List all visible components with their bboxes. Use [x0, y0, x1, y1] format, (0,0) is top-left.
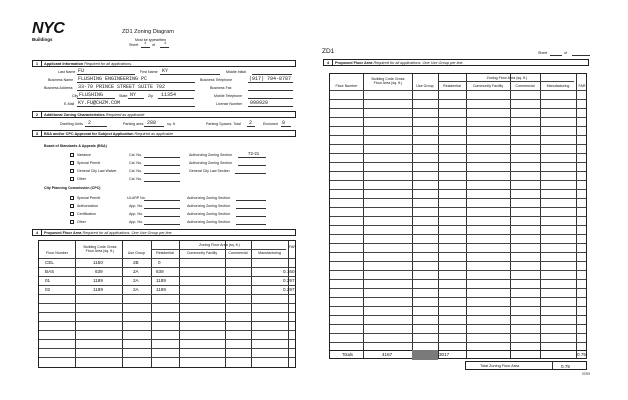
right-group-header: Zoning Floor Area (sq. ft.) — [486, 75, 528, 80]
right-col-manufacturing: Manufacturing — [546, 84, 570, 88]
parking-spaces-total-value[interactable]: 2 — [249, 120, 253, 126]
bsa-special-permit-checkbox[interactable] — [70, 161, 74, 165]
sheet-total: 1 — [164, 42, 167, 46]
totals-residential[interactable]: 3017 — [439, 352, 450, 357]
last-name-value[interactable]: FU — [78, 68, 85, 74]
business-name-value[interactable]: FLUSHING ENGINEERING PC — [78, 76, 148, 82]
right-col-commercial: Commercial — [515, 84, 535, 88]
bsa-variance-checkbox[interactable] — [70, 153, 74, 157]
cpc-certification-app-label: App. No. — [129, 212, 143, 216]
business-name-label: Business Name — [48, 78, 74, 82]
dwelling-units-label: Dwelling Units — [60, 122, 83, 126]
floor-area-table-right — [329, 73, 587, 359]
right-col-residential: Residential — [443, 84, 461, 88]
totals-gross[interactable]: 4167 — [382, 352, 393, 357]
left-col-use: Use Group — [127, 251, 146, 255]
first-name-value[interactable]: KY — [162, 68, 169, 74]
totals-far[interactable]: 0.75 — [577, 352, 586, 357]
section-4-title-right: Proposed Floor Area — [335, 61, 373, 65]
right-col-floor: Floor Number — [335, 84, 358, 88]
parking-area-label: Parking area — [123, 122, 144, 126]
totals-label: Totals — [342, 352, 353, 357]
business-address-value[interactable]: 33-70 PRINCE STREET SUITE 702 — [78, 84, 166, 90]
section-2-number: 2 — [33, 112, 42, 117]
cpc-certification-label: Certification — [77, 212, 96, 216]
cpc-other-auth-label: Authorizing Zoning Section — [187, 220, 230, 224]
cpc-heading: City Planning Commission (CPC) — [44, 186, 101, 190]
section-2-note: Required as applicable — [105, 113, 145, 117]
section-4-header-right — [323, 59, 589, 66]
cpc-special-permit-label: Special Permit — [77, 196, 101, 200]
cpc-other-checkbox[interactable] — [70, 220, 74, 224]
left-col-commercial: Commercial — [228, 251, 248, 255]
row2-far[interactable]: 0.160 — [283, 269, 295, 274]
business-telephone-label: Business Telephone — [200, 78, 233, 82]
section-4-header-left — [32, 229, 296, 236]
left-col-floor: Floor Number — [46, 251, 68, 255]
state-label: State — [119, 94, 128, 98]
zip-label: Zip — [148, 94, 153, 98]
cpc-authorization-checkbox[interactable] — [70, 204, 74, 208]
section-2-header — [32, 111, 296, 118]
row2-gross[interactable]: 639 — [95, 269, 103, 274]
bsa-gcl-section-label: General City Law Section — [189, 169, 230, 173]
section-4-note-right: Required for all applications. One Use Group per line. — [373, 61, 464, 65]
bsa-other-checkbox[interactable] — [70, 177, 74, 181]
row1-gross[interactable]: 1150 — [93, 260, 103, 265]
row2-residential[interactable]: 639 — [156, 269, 164, 274]
row3-residential[interactable]: 1189 — [156, 278, 166, 283]
business-fax-label: Business Fax — [210, 86, 232, 90]
left-col-manufacturing: Manufacturing — [258, 251, 281, 255]
section-2-title: Additional Zoning Characteristics — [44, 113, 105, 117]
section-4-title-left: Proposed Floor Area — [44, 231, 82, 235]
row4-floor[interactable]: 02 — [45, 287, 51, 292]
sheet-label: Sheet — [129, 43, 139, 47]
bsa-variance-auth-value[interactable]: 72-21 — [248, 151, 260, 156]
cpc-special-permit-checkbox[interactable] — [70, 196, 74, 200]
section-3-header — [32, 130, 296, 137]
cpc-other-label: Other — [77, 220, 86, 224]
left-col-community: Community Facility — [186, 251, 218, 255]
last-name-label: Last Name — [58, 70, 76, 74]
row3-gross[interactable]: 1189 — [93, 278, 103, 283]
left-col-residential: Residential — [156, 251, 174, 255]
business-address-label: Business Address — [44, 86, 73, 90]
license-number-label: License Number — [216, 102, 243, 106]
bsa-variance-label: Variance — [77, 153, 91, 157]
zip-value[interactable]: 11354 — [161, 92, 177, 98]
row4-use[interactable]: 2A — [133, 287, 139, 292]
right-col-far: FAR — [578, 84, 586, 88]
license-number-value[interactable]: 090920 — [250, 100, 269, 106]
first-name-label: First Name — [140, 70, 158, 74]
sheet-of-label: of — [152, 43, 155, 47]
email-label: E-Mail — [64, 102, 75, 106]
bsa-other-label: Other — [77, 177, 86, 181]
parking-area-unit: sq. ft. — [167, 122, 176, 126]
enclosed-label: Enclosed — [263, 122, 278, 126]
cpc-authorization-auth-label: Authorizing Zoning Section — [187, 204, 230, 208]
section-3-number: 3 — [33, 131, 42, 136]
right-col-gross: Building Code Gross Floor Area (sq. ft.) — [371, 77, 405, 85]
section-1-number: 1 — [33, 61, 42, 66]
floor-area-table-left — [38, 240, 296, 368]
must-be-typewritten: Must be typewritten — [135, 38, 167, 42]
bsa-gcl-waiver-checkbox[interactable] — [70, 169, 74, 173]
city-label: City — [72, 94, 79, 98]
cpc-authorization-app-label: App. No. — [129, 204, 143, 208]
business-telephone-value[interactable]: (917) 704-8787 — [249, 76, 292, 82]
cpc-ulurp-label: ULURP No. — [127, 196, 146, 200]
row2-floor[interactable]: BAS — [45, 269, 55, 274]
nyc-logo — [32, 22, 64, 42]
total-zfa-label: Total Zoning Floor Area — [480, 364, 520, 368]
cpc-other-app-label: App. No. — [129, 220, 143, 224]
right-sheet-of-label: of — [564, 51, 567, 55]
right-sheet-label: Sheet — [538, 51, 548, 55]
bsa-gcl-waiver-cal-label: Cal. No. — [129, 169, 142, 173]
middle-initial-label: Middle Initial — [226, 70, 246, 74]
section-3-note: Required as applicable — [134, 132, 174, 136]
totals-use-group-shaded — [412, 350, 438, 360]
enclosed-value[interactable]: 0 — [282, 120, 286, 126]
sheet-number: 1 — [144, 42, 147, 46]
section-4-number-right: 4 — [324, 60, 333, 65]
cpc-certification-auth-label: Authorizing Zoning Section — [187, 212, 230, 216]
total-zoning-floor-area-box — [465, 361, 587, 370]
email-value[interactable]: KY.FU@CHZM.COM — [78, 100, 121, 106]
city-value[interactable]: FLUSHING — [79, 92, 104, 98]
section-4-note-left: Required for all applications. One Use Group per line. — [82, 231, 173, 235]
state-value[interactable]: NY — [130, 92, 137, 98]
row1-floor[interactable]: CEL — [45, 260, 54, 265]
nyc-logo-text: NYC — [32, 20, 65, 37]
total-zfa-value[interactable]: 0.75 — [561, 363, 570, 369]
row4-far[interactable]: 0.297 — [283, 287, 295, 292]
parking-area-value[interactable]: 288 — [147, 120, 157, 126]
section-1-header — [32, 60, 296, 67]
mobile-telephone-label: Mobile Telephone — [214, 94, 243, 98]
row3-far[interactable]: 0.297 — [283, 278, 295, 283]
bsa-other-cal-label: Cal. No. — [129, 177, 142, 181]
row3-use[interactable]: 2A — [133, 278, 139, 283]
form-title: ZD1 Zoning Diagram — [122, 29, 174, 35]
bsa-variance-cal-label: Cal. No. — [129, 153, 142, 157]
right-form-title: ZD1 — [322, 48, 335, 55]
row1-residential[interactable]: 0 — [158, 260, 161, 265]
row4-residential[interactable]: 1189 — [156, 287, 166, 292]
section-3-title: BSA and/or CPC Approval for Subject Application — [44, 132, 134, 136]
cpc-special-permit-auth-label: Authorizing Zoning Section — [187, 196, 230, 200]
dwelling-units-value[interactable]: 2 — [88, 120, 92, 126]
parking-spaces-total-label: Parking Spaces: Total — [206, 122, 241, 126]
row1-use[interactable]: 2B — [133, 260, 139, 265]
nyc-logo-sub: Buildings — [32, 37, 53, 42]
cpc-certification-checkbox[interactable] — [70, 212, 74, 216]
bsa-gcl-waiver-label: General City Law Waiver — [77, 169, 117, 173]
left-group-header: Zoning Floor Area (sq. ft.) — [199, 243, 240, 247]
section-1-title: Applicant Information — [44, 62, 84, 66]
bsa-heading: Board of Standards & Appeals (BSA) — [44, 144, 107, 148]
bsa-special-permit-auth-label: Authorizing Zoning Section — [189, 161, 232, 165]
cpc-authorization-label: Authorization — [77, 204, 98, 208]
row2-use[interactable]: 2A — [133, 269, 139, 274]
bsa-variance-auth-label: Authorizing Zoning Section — [189, 153, 232, 157]
section-4-number-left: 4 — [33, 230, 42, 235]
left-col-far: FAR — [289, 245, 296, 249]
section-1-note: Required for all applications. — [84, 62, 133, 66]
row3-floor[interactable]: 01 — [45, 278, 51, 283]
row4-gross[interactable]: 1189 — [93, 287, 103, 292]
bsa-special-permit-label: Special Permit — [77, 161, 101, 165]
bsa-special-permit-cal-label: Cal. No. — [129, 161, 142, 165]
left-col-gross: Building Code Gross Floor Area (sq. ft.) — [83, 245, 117, 253]
form-code: 07/09 — [582, 372, 590, 376]
right-col-community: Community Facility — [472, 84, 504, 88]
right-col-use: Use Group — [416, 84, 434, 88]
